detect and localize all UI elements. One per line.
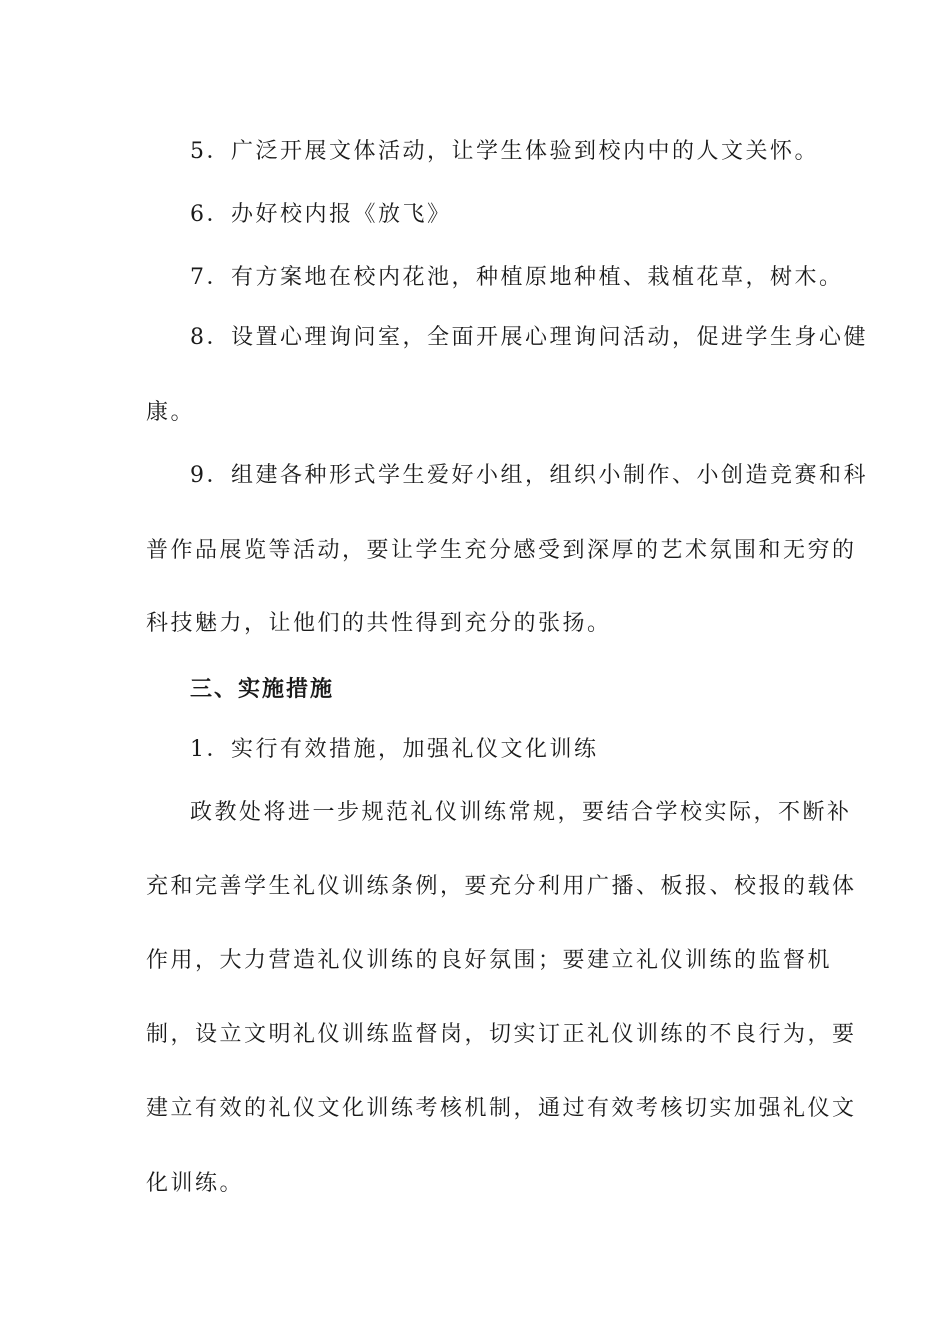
item-7-text: 7．有方案地在校内花池，种植原地种植、栽植花草，树木。 (190, 265, 844, 290)
paragraph-line-5: 建立有效的礼仪文化训练考核机制，通过有效考核切实加强礼仪文 (146, 1096, 857, 1121)
item-9-text-line-1: 9．组建各种形式学生爱好小组，组织小制作、小创造竞赛和科 (190, 463, 868, 488)
item-9-text-line-3: 科技魅力，让他们的共性得到充分的张扬。 (146, 611, 612, 636)
section-heading: 三、实施措施 (190, 676, 335, 702)
item-8-text-line-1: 8．设置心理询问室，全面开展心理询问活动，促进学生身心健 (190, 325, 868, 350)
paragraph-line-1: 政教处将进一步规范礼仪训练常规，要结合学校实际，不断补 (190, 800, 852, 825)
paragraph-line-4: 制，设立文明礼仪训练监督岗，切实订正礼仪训练的不良行为，要 (146, 1022, 857, 1047)
item-6-text: 6．办好校内报《放飞》 (190, 202, 452, 227)
item-5-text: 5．广泛开展文体活动，让学生体验到校内中的人文关怀。 (190, 139, 819, 164)
paragraph-line-2: 充和完善学生礼仪训练条例，要充分利用广播、板报、校报的载体 (146, 874, 857, 899)
paragraph-line-6: 化训练。 (146, 1171, 245, 1196)
item-9-text-line-2: 普作品展览等活动，要让学生充分感受到深厚的艺术氛围和无穷的 (146, 538, 857, 563)
subsection-1-title: 1．实行有效措施，加强礼仪文化训练 (190, 737, 599, 762)
item-8-text-line-2: 康。 (146, 400, 196, 425)
paragraph-line-3: 作用，大力营造礼仪训练的良好氛围；要建立礼仪训练的监督机 (146, 948, 833, 973)
